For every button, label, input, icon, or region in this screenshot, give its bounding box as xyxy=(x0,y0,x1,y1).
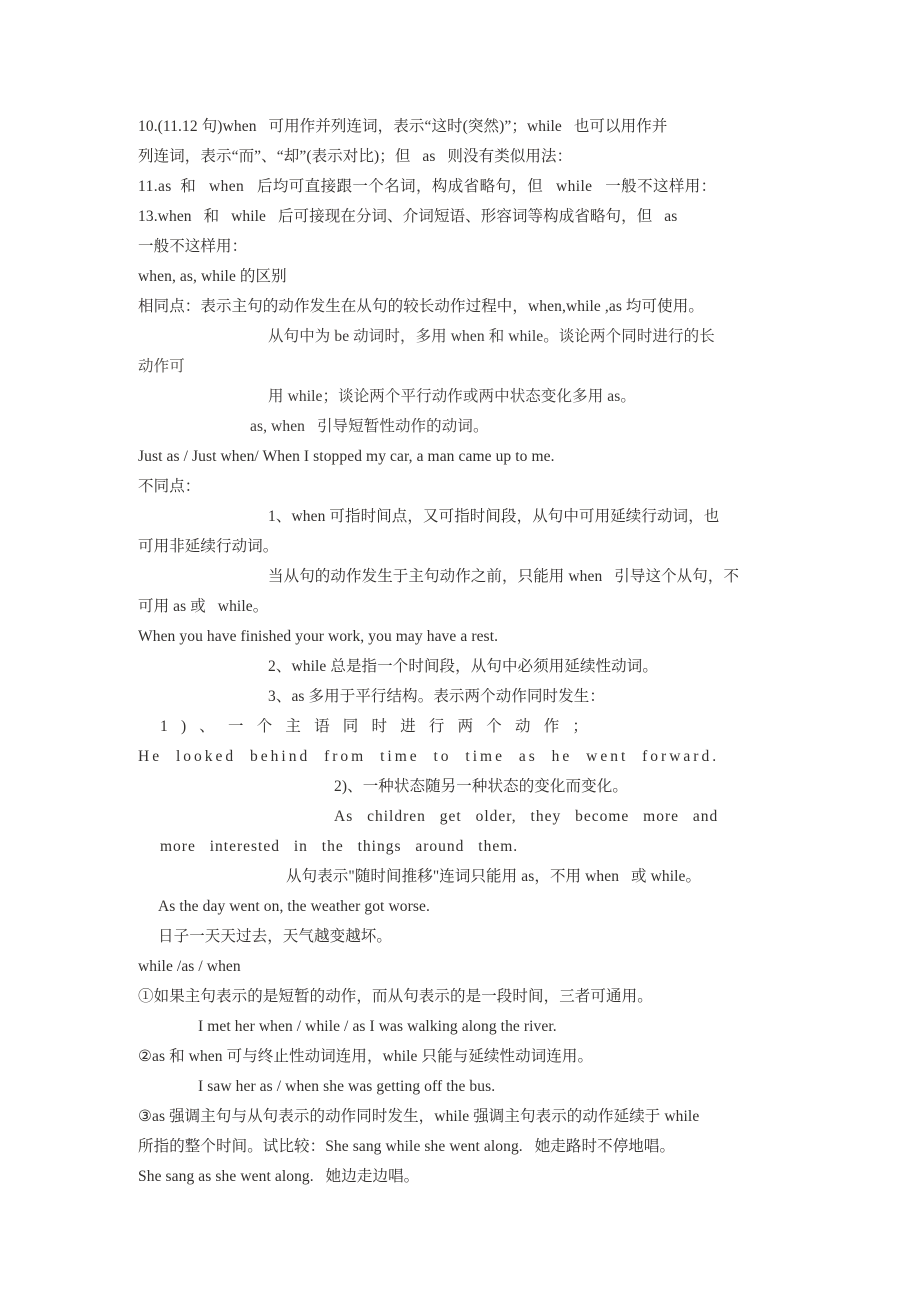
text-line: 可用非延续行动词。 xyxy=(138,538,279,555)
text-line: 从句表示"随时间推移"连词只能用 as，不用 when 或 while。 xyxy=(286,868,702,885)
example-sentence-line: Just as / Just when/ When I stopped my car, a man came up to me. xyxy=(138,448,555,465)
text-line: 动作可 xyxy=(138,358,185,375)
example-sentence-line: I saw her as / when she was getting off the bus. xyxy=(198,1078,496,1095)
example-sentence-line: She sang as she went along. 她边走边唱。 xyxy=(138,1168,420,1185)
document-text-body xyxy=(138,112,786,1192)
text-line: as, when 引导短暂性动作的动词。 xyxy=(250,418,489,435)
text-line: 从句中为 be 动词时，多用 when 和 while。谈论两个同时进行的长 xyxy=(268,328,715,345)
text-line: 10.(11.12 句)when 可用作并列连词，表示“这时(突然)”；while 也可以用作并 xyxy=(138,118,668,135)
text-line: 3、as 多用于平行结构。表示两个动作同时发生： xyxy=(268,688,605,705)
example-sentence-line: I met her when / while / as I was walking along the river. xyxy=(198,1018,557,1035)
text-line: 11.as 和 when 后均可直接跟一个名词，构成省略句，但 while 一般不这样用： xyxy=(138,178,717,195)
text-line: 不同点： xyxy=(138,478,201,495)
text-line: ②as 和 when 可与终止性动词连用，while 只能与延续性动词连用。 xyxy=(138,1048,594,1065)
text-line: 13.when 和 while 后可接现在分词、介词短语、形容词等构成省略句，但 as xyxy=(138,208,678,225)
example-sentence-line: more interested in the things around them. xyxy=(160,838,519,855)
section-heading-line: while /as / when xyxy=(138,958,241,975)
section-heading-line: when, as, while 的区别 xyxy=(138,268,287,285)
text-line: 一般不这样用： xyxy=(138,238,248,255)
text-line: ③as 强调主句与从句表示的动作同时发生，while 强调主句表示的动作延续于 while xyxy=(138,1108,700,1125)
example-sentence-line: As children get older, they become more and xyxy=(334,808,719,825)
text-line: 用 while；谈论两个平行动作或两中状态变化多用 as。 xyxy=(268,388,636,405)
text-line: ①如果主句表示的是短暂的动作，而从句表示的是一段时间，三者可通用。 xyxy=(138,988,653,1005)
text-line: 当从句的动作发生于主句动作之前，只能用 when 引导这个从句，不 xyxy=(268,568,740,585)
example-sentence-line: As the day went on, the weather got worse. xyxy=(158,898,430,915)
text-line: 2、while 总是指一个时间段，从句中必须用延续性动词。 xyxy=(268,658,658,675)
text-line: 所指的整个时间。试比较：She sang while she went along. 她走路时不停地唱。 xyxy=(138,1138,676,1155)
text-line: 可用 as 或 while。 xyxy=(138,598,269,615)
text-line: 1)、一个主语同时进行两个动作； xyxy=(160,718,602,735)
text-line: 日子一天天过去，天气越变越坏。 xyxy=(158,928,393,945)
text-line: 2)、一种状态随另一种状态的变化而变化。 xyxy=(334,778,628,795)
text-line: 1、when 可指时间点，又可指时间段，从句中可用延续行动词，也 xyxy=(268,508,720,525)
example-sentence-line: When you have finished your work, you may have a rest. xyxy=(138,628,499,645)
text-line: 相同点：表示主句的动作发生在从句的较长动作过程中，when,while ,as 均可使用。 xyxy=(138,298,704,315)
text-line: 列连词，表示“而”、“却”(表示对比)；但 as 则没有类似用法： xyxy=(138,148,573,165)
example-sentence-line: He looked behind from time to time as he went forward. xyxy=(138,748,720,765)
